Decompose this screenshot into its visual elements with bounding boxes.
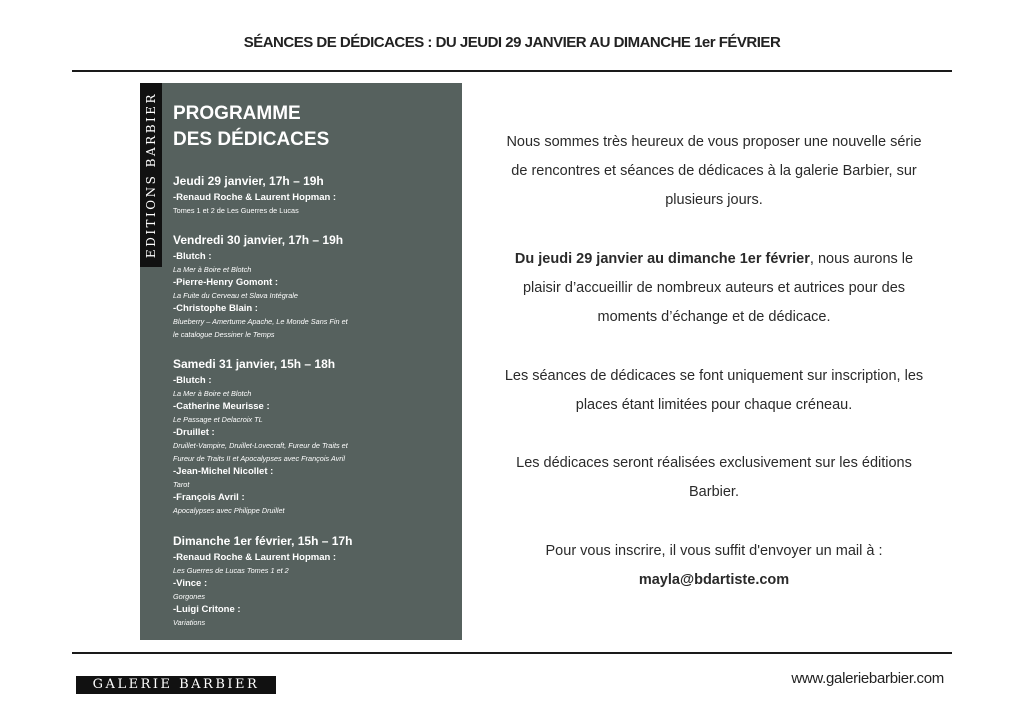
program-title: PROGRAMME DES DÉDICACES — [173, 103, 330, 150]
intro-paragraph: Nous sommes très heureux de vous proposer une nouvelle série de rencontres et séances de dédicaces à la galerie Barbier, sur plusieurs jours. — [506, 134, 922, 208]
editions-barbier-logo: EDITIONS BARBIER — [140, 83, 162, 267]
day-heading: Dimanche 1er février, 15h – 17h — [173, 534, 353, 548]
registration-paragraph: Les séances de dédicaces se font uniquement sur inscription, les places étant limitées pour chaque créneau. — [504, 368, 924, 413]
list-item: -Catherine Meurisse : Le Passage et Delacroix TL — [173, 401, 270, 424]
list-item: -Vince : Gorgones — [173, 578, 208, 601]
list-item: -Druillet : Druillet-Vampire, Druillet-Lovecraft, Fureur de Traits et Fureur de Traits II et Apocalypses avec François Avril — [173, 427, 348, 463]
dates-paragraph: Du jeudi 29 janvier au dimanche 1er février, nous aurons le plaisir d’accueillir de nombreux auteurs et autrices pour des moments d’échange et de dédicace. — [514, 251, 914, 325]
day-heading: Jeudi 29 janvier, 17h – 19h — [173, 174, 324, 188]
email-link[interactable]: mayla@bdartiste.com — [638, 572, 790, 588]
galerie-barbier-logo: GALERIE BARBIER — [76, 676, 276, 694]
day-saturday — [173, 355, 453, 517]
list-item: -Blutch : La Mer à Boire et Blotch — [173, 251, 252, 274]
bottom-divider — [72, 652, 952, 654]
website-link[interactable]: www.galeriebarbier.com — [791, 670, 944, 687]
list-item: -Luigi Critone : Variations — [173, 604, 241, 627]
list-item: -Blutch : La Mer à Boire et Blotch — [173, 375, 252, 398]
day-thursday — [173, 172, 453, 217]
list-item: -Renaud Roche & Laurent Hopman : Les Guerres de Lucas Tomes 1 et 2 — [173, 552, 337, 575]
list-item: -François Avril : Apocalypses avec Philippe Druillet — [173, 492, 285, 515]
day-friday — [173, 231, 453, 341]
day-heading: Samedi 31 janvier, 15h – 18h — [173, 357, 336, 371]
day-sunday — [173, 532, 453, 629]
signup-paragraph: Pour vous inscrire, il vous suffit d'envoyer un mail à : — [545, 543, 883, 559]
editions-paragraph: Les dédicaces seront réalisées exclusivement sur les éditions Barbier. — [516, 455, 912, 500]
list-item: -Christophe Blain : Blueberry – Amertume Apache, Le Monde Sans Fin et le catalogue Dessiner le Temps — [173, 303, 348, 339]
list-item: -Pierre-Henry Gomont : La Fuite du Cerveau et Slava Intégrale — [173, 277, 298, 300]
top-divider — [72, 70, 952, 72]
list-item: -Renaud Roche & Laurent Hopman : Tomes 1 et 2 de Les Guerres de Lucas — [173, 192, 337, 215]
page-title: SÉANCES DE DÉDICACES : DU JEUDI 29 JANVIER AU DIMANCHE 1er FÉVRIER — [243, 34, 781, 51]
list-item: -Jean-Michel Nicollet : Tarot — [173, 466, 274, 489]
day-heading: Vendredi 30 janvier, 17h – 19h — [173, 233, 344, 247]
